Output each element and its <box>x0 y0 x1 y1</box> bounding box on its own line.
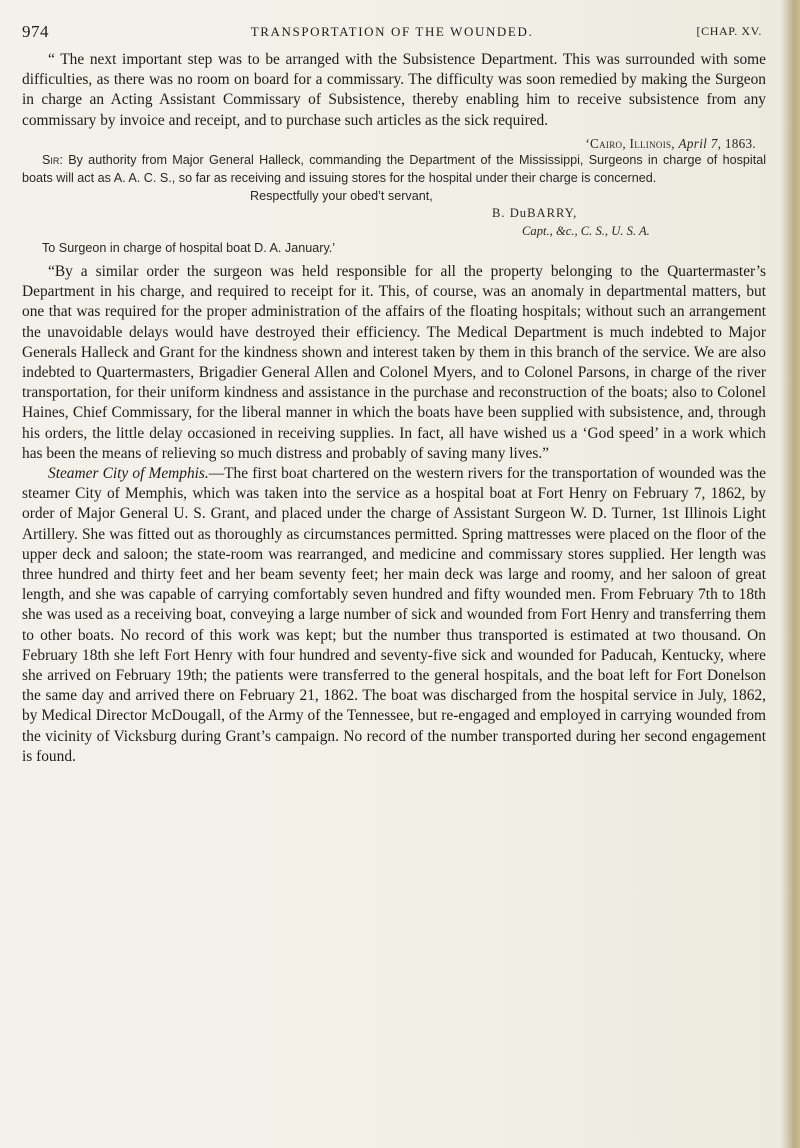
page-number: 974 <box>22 22 49 41</box>
dateline-place: ‘Cairo, Illinois, <box>585 135 675 151</box>
letter-address: To Surgeon in charge of hospital boat D. A. January.’ <box>42 241 336 256</box>
section-text-city-of-memphis: —The first boat chartered on the western rivers for the transportation of wounded was the steamer City of Memphis, which was taken into the service as a hospital boat at Fort Henry on February 7, 1862, by order of Major General U. S. Grant, and placed under the charge of Assistant Surgeon W. D. Turner, 1st Illinois Light Artillery. She was fitted out as thoroughly as circumstances permitted. Spring mattresses were placed on the floor of the upper deck and saloon; the state-room was rearranged, and medicine and commissary stores supplied. Her length was three hundred and thirty feet and her beam seventy feet; her main deck was large and roomy, and her saloon of great length, and she was capable of carrying comfortably seven hundred and fifty wounded men. From February 7th to 18th she was used as a receiving boat, conveying a large number of sick and wounded from Fort Henry and transferring them to other boats. No record of this work was kept; but the number thus transported is estimated at two thousand. On February 18th she left Fort Henry with four hundred and seventy-five sick and wounded for Paducah, Kentucky, where she arrived on February 19th; the patients were transferred to the general hospitals, and the boat left for Fort Donelson the same day and arrived there on February 21, 1862. The boat was discharged from the hospital service in July, 1862, by Medical Director McDougall, of the Army of the Tennessee, but re-engaged and employed in carrying wounded from the vicinity of Vicksburg during Grant’s campaign. No record of the number transported during her second engagement is found. <box>22 465 766 765</box>
quoted-letter <box>22 135 766 258</box>
chapter-label: [CHAP. XV. <box>696 24 762 38</box>
letter-dateline <box>22 135 766 153</box>
section-heading-city-of-memphis: Steamer City of Memphis. <box>48 465 209 482</box>
paragraph-subsistence: “ The next important step was to be arranged with the Subsistence Department. This was surrounded with some difficulties, as there was no room on board for a commissary. The difficulty was soon remedied by making the Surgeon in charge an Acting Assistant Commissary of Subsistence, thereby enabling him to receive subsistence from any commissary by invoice and receipt, and to purchase such articles as the sick required. <box>22 51 766 129</box>
letter-text: By authority from Major General Halleck, commanding the Department of the Mississippi, Surgeons in charge of hospital boats will act as A. A. C. S., so far as receiving and issuing stores for the hospital under their charge is concerned. <box>22 153 766 185</box>
letter-salutation: Sir: <box>42 153 63 168</box>
paragraph-city-of-memphis <box>22 464 766 767</box>
letter-body <box>22 152 766 187</box>
running-title: TRANSPORTATION OF THE WOUNDED. <box>250 24 534 39</box>
dateline-date: April 7, <box>678 135 722 151</box>
letter-closing: Respectfully your obed’t servant, <box>250 188 433 203</box>
letter-rank: Capt., &c., C. S., U. S. A. <box>522 223 650 238</box>
page-body <box>22 50 766 767</box>
page-edge-shadow <box>780 0 800 1148</box>
paragraph-quartermaster: “By a similar order the surgeon was held responsible for all the property belonging to the Quartermaster’s Department in his charge, and required to receipt for it. This, of course, was an anomaly in departmental matters, but one that was required for the proper administration of the affairs of the floating hospitals; without such an arrangement the unavoidable delays would have destroyed their efficiency. The Medical Department is much indebted to Major Generals Halleck and Grant for the kindness shown and interest taken by them in this branch of the service. We are also indebted to Quartermasters, Brigadier General Allen and Colonel Myers, and to Colonel Parsons, in charge of the river transportation, for their uniform kindness and assistance in the purchase and reconstruction of the boats; also to Colonel Haines, Chief Commissary, for the liberal manner in which the boats have been supplied with subsistence, and, through his orders, the little delay occasioned in receiving supplies. In fact, all have wished us a ‘God speed’ in a work which has been the means of relieving so much distress and probably of saving many lives.” <box>22 262 766 462</box>
dateline-year: 1863. <box>724 135 756 151</box>
letter-signer: B. DuBARRY, <box>492 206 578 221</box>
page-header <box>22 22 762 44</box>
